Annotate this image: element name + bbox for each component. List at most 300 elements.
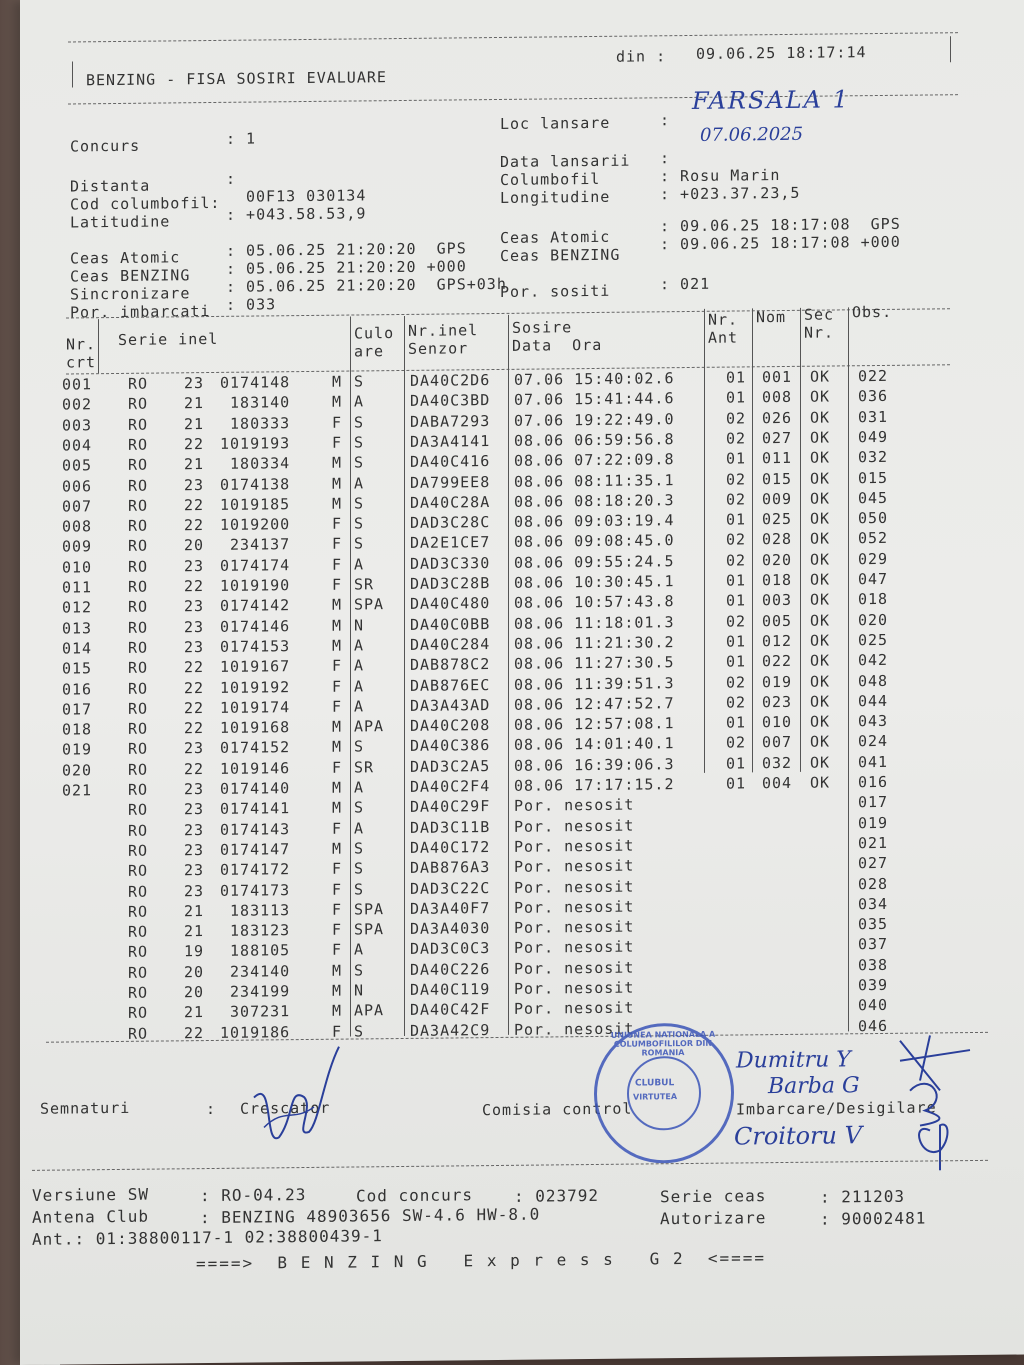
row-arrival: Por. nesosit — [514, 978, 635, 998]
row-security: OK — [810, 712, 831, 731]
row-color: S — [354, 433, 365, 452]
latitudine-label: Latitudine — [70, 212, 171, 232]
row-sensor: DAD3C0C3 — [410, 939, 491, 959]
row-antenna: 02 — [726, 693, 747, 712]
row-sensor: DA3A40F7 — [410, 898, 491, 918]
row-ring-number: 0174138 — [220, 474, 291, 494]
row-obs: 034 — [858, 894, 889, 914]
row-nom: 004 — [762, 773, 793, 793]
sositi-value: : 021 — [660, 274, 711, 294]
row-ring-number: 0174143 — [220, 819, 291, 839]
row-antenna: 02 — [726, 733, 747, 752]
row-color: A — [354, 555, 365, 574]
row-year: 23 — [184, 637, 205, 657]
row-sensor: DA40C2F4 — [410, 777, 491, 796]
row-ring-number: 0174140 — [220, 779, 291, 798]
row-sensor: DA3A4030 — [410, 919, 491, 939]
row-sex: F — [332, 920, 343, 939]
row-security: OK — [810, 529, 831, 549]
imbarcati-label: Por. imbarcati — [70, 302, 211, 322]
row-sensor: DA3A4141 — [410, 431, 491, 451]
row-sex: M — [332, 717, 343, 736]
row-sex: M — [332, 474, 343, 493]
row-sex: F — [332, 555, 343, 574]
row-obs: 018 — [858, 590, 889, 609]
ceas-atomic-right-label: Ceas Atomic — [500, 227, 611, 247]
row-year: 23 — [184, 617, 205, 636]
row-ring-number: 1019174 — [220, 697, 291, 717]
col-header-nr-ant: Nr. — [708, 310, 739, 329]
ceas-atomic-left-label: Ceas Atomic — [70, 248, 181, 268]
col-header-are: are — [354, 342, 385, 361]
row-color: A — [354, 697, 365, 716]
row-sex: F — [332, 758, 343, 777]
row-sex: M — [332, 738, 343, 757]
row-arrival: 08.06 14:01:40.1 — [514, 734, 675, 755]
row-obs: 045 — [858, 488, 889, 508]
row-sensor: DA40C42F — [410, 1000, 491, 1020]
row-obs: 019 — [858, 813, 889, 832]
row-country: RO — [128, 557, 149, 576]
row-color: N — [354, 615, 365, 635]
row-nom: 005 — [762, 611, 793, 630]
row-arrival: Por. nesosit — [514, 836, 635, 856]
row-year: 22 — [184, 1023, 205, 1042]
row-year: 21 — [184, 1003, 205, 1022]
row-color: SPA — [354, 899, 385, 919]
row-ring-number: 180333 — [220, 413, 291, 433]
row-country: RO — [128, 679, 149, 698]
row-sex: F — [332, 1022, 343, 1041]
stamp-center-text: CLUBUL — [635, 1078, 675, 1089]
row-sex: F — [332, 677, 343, 696]
club-stamp-icon — [594, 1023, 734, 1164]
row-year: 22 — [184, 434, 205, 454]
row-sex: F — [332, 697, 343, 716]
header-top-rule — [68, 32, 958, 42]
row-sex: M — [332, 392, 343, 412]
row-nom: 028 — [762, 530, 793, 549]
row-year: 23 — [184, 800, 205, 819]
row-country: RO — [128, 394, 149, 414]
row-security: OK — [810, 651, 831, 670]
row-sensor: DA40C284 — [410, 634, 491, 654]
row-color: S — [354, 737, 365, 756]
row-arrival: Por. nesosit — [514, 917, 635, 937]
row-year: 23 — [184, 475, 205, 494]
row-crt: 005 — [62, 456, 93, 475]
longitudine-label: Longitudine — [500, 187, 611, 207]
semnaturi-colon: : — [206, 1099, 217, 1119]
col-header-senzor: Senzor — [408, 339, 469, 358]
row-security: OK — [810, 408, 831, 427]
row-security: OK — [810, 732, 831, 752]
row-arrival: 08.06 11:39:51.3 — [514, 673, 675, 694]
row-year: 22 — [184, 577, 205, 596]
ceas-atomic-right-value: : 09.06.25 18:17:08 GPS — [660, 214, 901, 236]
distanta-value: : — [226, 169, 237, 188]
row-arrival: 08.06 09:08:45.0 — [514, 531, 675, 552]
row-security: OK — [810, 367, 831, 386]
row-color: APA — [354, 717, 385, 736]
row-security: OK — [810, 509, 831, 528]
row-antenna: 01 — [726, 449, 747, 468]
row-obs: 050 — [858, 509, 889, 528]
row-country: RO — [128, 821, 149, 840]
row-sensor: DAD3C28B — [410, 574, 491, 593]
row-arrival: 07.06 19:22:49.0 — [514, 409, 675, 430]
row-arrival: Por. nesosit — [514, 897, 635, 917]
row-color: SR — [354, 757, 375, 777]
row-crt: 008 — [62, 517, 93, 536]
row-security: OK — [810, 448, 831, 467]
row-country: RO — [128, 516, 149, 535]
row-arrival: 08.06 11:27:30.5 — [514, 653, 675, 674]
row-country: RO — [128, 537, 149, 556]
row-arrival: 08.06 09:55:24.5 — [514, 551, 675, 572]
row-antenna: 01 — [726, 652, 747, 671]
col-header-sec-nr: Nr. — [804, 323, 835, 342]
row-security: OK — [810, 611, 831, 630]
row-color: S — [354, 798, 365, 817]
imbarcare-label: Imbarcare/Desigilare — [736, 1098, 937, 1119]
row-antenna: 02 — [726, 469, 747, 489]
row-nom: 026 — [762, 408, 793, 427]
row-country: RO — [128, 983, 149, 1002]
row-ring-number: 234199 — [220, 982, 291, 1001]
row-sensor: DA40C0BB — [410, 614, 491, 634]
row-sensor: DA40C480 — [410, 594, 491, 614]
cod-concurs-value: : 023792 — [514, 1185, 600, 1206]
imbarcati-value: : 033 — [226, 295, 277, 314]
antena-label: Antena Club — [32, 1206, 149, 1227]
row-arrival: 08.06 11:21:30.2 — [514, 633, 675, 653]
row-ring-number: 1019192 — [220, 677, 291, 697]
crescator-label: Crescator — [240, 1098, 331, 1118]
row-arrival: 08.06 10:30:45.1 — [514, 572, 675, 592]
row-crt: 014 — [62, 639, 93, 658]
row-obs: 024 — [858, 732, 889, 751]
row-color: A — [354, 676, 365, 696]
row-sensor: DAB876EC — [410, 675, 491, 695]
stamp-center-sub: VIRTUTEA — [633, 1092, 678, 1102]
row-ring-number: 307231 — [220, 1002, 291, 1022]
row-arrival: Por. nesosit — [514, 958, 635, 978]
concurs-value: : 1 — [226, 129, 257, 148]
row-color: S — [354, 534, 365, 553]
row-ring-number: 183113 — [220, 900, 291, 920]
row-crt: 012 — [62, 598, 93, 617]
col-header-nom: Nom — [756, 307, 787, 327]
row-ring-number: 1019186 — [220, 1022, 291, 1042]
row-year: 22 — [184, 516, 205, 535]
row-crt: 009 — [62, 537, 93, 556]
row-year: 23 — [184, 840, 205, 860]
header-left-border — [72, 61, 73, 87]
row-antenna: 01 — [726, 774, 747, 793]
row-sensor: DAB878C2 — [410, 655, 491, 675]
row-ring-number: 1019193 — [220, 434, 291, 453]
row-obs: 022 — [858, 366, 889, 386]
row-arrival: 08.06 11:18:01.3 — [514, 612, 675, 633]
row-country: RO — [128, 1003, 149, 1023]
row-sensor: DAD3C2A5 — [410, 756, 491, 776]
row-nom: 009 — [762, 489, 793, 509]
row-arrival: 08.06 08:18:20.3 — [514, 490, 675, 511]
row-country: RO — [128, 943, 149, 962]
data-lansarii-handwritten: 07.06.2025 — [700, 123, 804, 146]
row-crt: 020 — [62, 760, 93, 780]
data-lansarii-value: : — [660, 149, 671, 168]
brand-line: ====> B E N Z I N G E x p r e s s G 2 <==== — [196, 1248, 767, 1274]
row-antenna: 01 — [726, 754, 747, 773]
row-obs: 047 — [858, 569, 889, 589]
row-sensor: DA3A42C9 — [410, 1020, 491, 1040]
row-ring-number: 0174173 — [220, 880, 291, 900]
row-obs: 049 — [858, 427, 889, 447]
loc-lansare-handwritten: FARSALA 1 — [692, 85, 850, 115]
row-crt: 003 — [62, 415, 93, 435]
row-sex: F — [332, 656, 343, 675]
row-obs: 052 — [858, 529, 889, 548]
cod-concurs-label: Cod concurs — [356, 1185, 473, 1206]
col-header-nr: Nr. — [66, 335, 97, 354]
row-arrival: Por. nesosit — [514, 937, 635, 958]
row-color: S — [354, 494, 365, 513]
row-antenna: 02 — [726, 611, 747, 631]
row-arrival: 08.06 12:47:52.7 — [514, 693, 675, 714]
row-country: RO — [128, 740, 149, 759]
row-crt: 018 — [62, 720, 93, 739]
row-sensor: DAD3C11B — [410, 817, 491, 837]
row-year: 22 — [184, 678, 205, 697]
ceas-benzing-right-label: Ceas BENZING — [500, 245, 621, 265]
row-color: SPA — [354, 920, 385, 939]
cod-columbofil-value: 00F13 030134 — [246, 186, 367, 206]
row-color: N — [354, 981, 365, 1000]
col-header-serie: Serie inel — [118, 329, 219, 349]
cod-columbofil-label: Cod columbofil: — [70, 193, 221, 214]
row-year: 20 — [184, 983, 205, 1002]
row-crt: 016 — [62, 679, 93, 699]
row-antenna: 02 — [726, 551, 747, 570]
row-sex: F — [332, 819, 343, 838]
serie-ceas-label: Serie ceas — [660, 1186, 767, 1207]
row-arrival: Por. nesosit — [514, 877, 635, 897]
row-arrival: 07.06 15:41:44.6 — [514, 389, 675, 410]
row-country: RO — [128, 841, 149, 860]
crescator-signature-icon — [234, 1037, 344, 1158]
row-color: S — [354, 514, 365, 533]
row-year: 22 — [184, 759, 205, 778]
row-crt: 017 — [62, 700, 93, 719]
longitudine-value: : +023.37.23,5 — [660, 183, 801, 204]
row-nom: 012 — [762, 631, 793, 651]
row-arrival: Por. nesosit — [514, 856, 635, 877]
row-obs: 027 — [858, 854, 889, 873]
row-sensor: DA40C29F — [410, 797, 491, 817]
row-country: RO — [128, 374, 149, 393]
row-obs: 029 — [858, 549, 889, 568]
row-sensor: DABA7293 — [410, 411, 491, 431]
row-color: A — [354, 636, 365, 655]
row-antenna: 01 — [726, 713, 747, 732]
row-arrival: Por. nesosit — [514, 1019, 635, 1039]
loc-lansare-value: : — [660, 111, 671, 130]
serie-ceas-value: : 211203 — [820, 1186, 906, 1207]
row-color: A — [354, 818, 365, 838]
row-sex: M — [332, 372, 343, 391]
row-country: RO — [128, 597, 149, 617]
row-arrival: 08.06 07:22:09.8 — [514, 450, 675, 471]
col-header-sec: Sec — [804, 305, 835, 324]
header-right-border — [950, 36, 951, 62]
row-ring-number: 0174152 — [220, 738, 291, 758]
row-sex: M — [332, 494, 343, 513]
row-crt: 015 — [62, 659, 93, 678]
row-year: 21 — [184, 901, 205, 921]
row-country: RO — [128, 861, 149, 881]
document-title: BENZING - FISA SOSIRI EVALUARE — [86, 68, 387, 90]
row-crt: 002 — [62, 395, 93, 414]
row-country: RO — [128, 476, 149, 495]
row-country: RO — [128, 435, 149, 454]
row-crt: 006 — [62, 476, 93, 496]
row-arrival: 07.06 15:40:02.6 — [514, 369, 675, 389]
row-ring-number: 1019167 — [220, 657, 291, 677]
row-color: S — [354, 839, 365, 858]
row-antenna: 02 — [726, 672, 747, 692]
latitudine-value: : +043.58.53,9 — [226, 204, 367, 224]
row-country: RO — [128, 658, 149, 678]
row-arrival: 08.06 10:57:43.8 — [514, 592, 675, 613]
row-nom: 007 — [762, 733, 793, 752]
concurs-label: Concurs — [70, 136, 141, 156]
row-security: OK — [810, 428, 831, 447]
columbofil-label: Columbofil — [500, 169, 601, 189]
row-antenna: 01 — [726, 591, 747, 610]
row-obs: 015 — [858, 468, 889, 487]
row-antenna: 01 — [726, 632, 747, 651]
row-antenna: 01 — [726, 368, 747, 387]
col-header-crt: crt — [66, 353, 97, 372]
row-obs: 048 — [858, 671, 889, 690]
row-security: OK — [810, 489, 831, 508]
row-country: RO — [128, 719, 149, 738]
row-sensor: DA40C226 — [410, 959, 491, 979]
row-nom: 018 — [762, 570, 793, 590]
row-year: 23 — [184, 556, 205, 575]
row-ring-number: 183123 — [220, 921, 291, 940]
row-sex: F — [332, 535, 343, 554]
row-antenna: 02 — [726, 429, 747, 448]
row-ring-number: 180334 — [220, 454, 291, 474]
stamp-ring-text: UNIUNEA NATIONALA A COLUMBOFILILOR DIN ROMANIA — [610, 1029, 716, 1058]
row-country: RO — [128, 800, 149, 820]
row-year: 20 — [184, 536, 205, 555]
row-sex: M — [332, 595, 343, 615]
row-crt: 013 — [62, 618, 93, 638]
row-color: S — [354, 453, 365, 472]
row-country: RO — [128, 699, 149, 718]
row-country: RO — [128, 922, 149, 941]
row-country: RO — [128, 415, 149, 434]
row-sex: M — [332, 1001, 343, 1021]
row-year: 21 — [184, 922, 205, 941]
row-obs: 016 — [858, 772, 889, 792]
handwritten-name-2: Barba G — [768, 1073, 860, 1100]
row-year: 23 — [184, 820, 205, 839]
row-antenna: 02 — [726, 490, 747, 509]
row-obs: 031 — [858, 407, 889, 426]
row-color: A — [354, 392, 365, 411]
row-nom: 010 — [762, 713, 793, 732]
row-year: 22 — [184, 495, 205, 515]
row-nom: 032 — [762, 753, 793, 772]
row-nom: 025 — [762, 510, 793, 529]
handwritten-name-1: Dumitru Y — [736, 1047, 851, 1074]
antena-value: : BENZING 48903656 SW-4.6 HW-8.0 — [200, 1204, 541, 1228]
row-sex: M — [332, 778, 343, 797]
row-arrival: 08.06 06:59:56.8 — [514, 430, 675, 450]
row-security: OK — [810, 590, 831, 610]
row-color: SPA — [354, 595, 385, 614]
row-country: RO — [128, 760, 149, 779]
row-sensor: DA799EE8 — [410, 472, 491, 492]
row-crt: 007 — [62, 497, 93, 516]
row-obs: 028 — [858, 874, 889, 893]
row-country: RO — [128, 577, 149, 596]
row-obs: 036 — [858, 387, 889, 406]
row-crt: 004 — [62, 436, 93, 455]
row-security: OK — [810, 387, 831, 407]
row-sensor: DA40C172 — [410, 837, 491, 857]
commission-signature-icon — [880, 1020, 990, 1171]
row-sex: M — [332, 961, 343, 980]
row-color: A — [354, 940, 365, 959]
row-color: A — [354, 473, 365, 493]
document-page — [20, 0, 1024, 1365]
row-sensor: DA40C2D6 — [410, 371, 491, 390]
row-sex: F — [332, 514, 343, 533]
row-crt: 021 — [62, 781, 93, 800]
row-ring-number: 234137 — [220, 535, 291, 555]
row-obs: 040 — [858, 996, 889, 1015]
row-obs: 035 — [858, 915, 889, 934]
row-obs: 042 — [858, 651, 889, 670]
row-color: A — [354, 778, 365, 797]
row-crt: 001 — [62, 375, 93, 394]
row-ring-number: 0174148 — [220, 373, 291, 392]
row-crt: 011 — [62, 578, 93, 597]
row-ring-number: 188105 — [220, 941, 291, 961]
row-obs: 020 — [858, 610, 889, 629]
row-country: RO — [128, 1024, 149, 1043]
col-header-culo: Culo — [354, 324, 395, 343]
row-sex: M — [332, 981, 343, 1000]
row-nom: 027 — [762, 428, 793, 448]
row-antenna: 01 — [726, 510, 747, 529]
row-year: 21 — [184, 414, 205, 433]
col-header-ant: Ant — [708, 328, 739, 347]
row-sensor: DA40C119 — [410, 980, 491, 999]
versiune-label: Versiune SW — [32, 1184, 149, 1205]
ceas-benzing-left-label: Ceas BENZING — [70, 266, 191, 286]
row-year: 21 — [184, 455, 205, 474]
autorizare-label: Autorizare — [660, 1208, 767, 1229]
row-sensor: DAD3C22C — [410, 878, 491, 898]
row-obs: 038 — [858, 955, 889, 974]
